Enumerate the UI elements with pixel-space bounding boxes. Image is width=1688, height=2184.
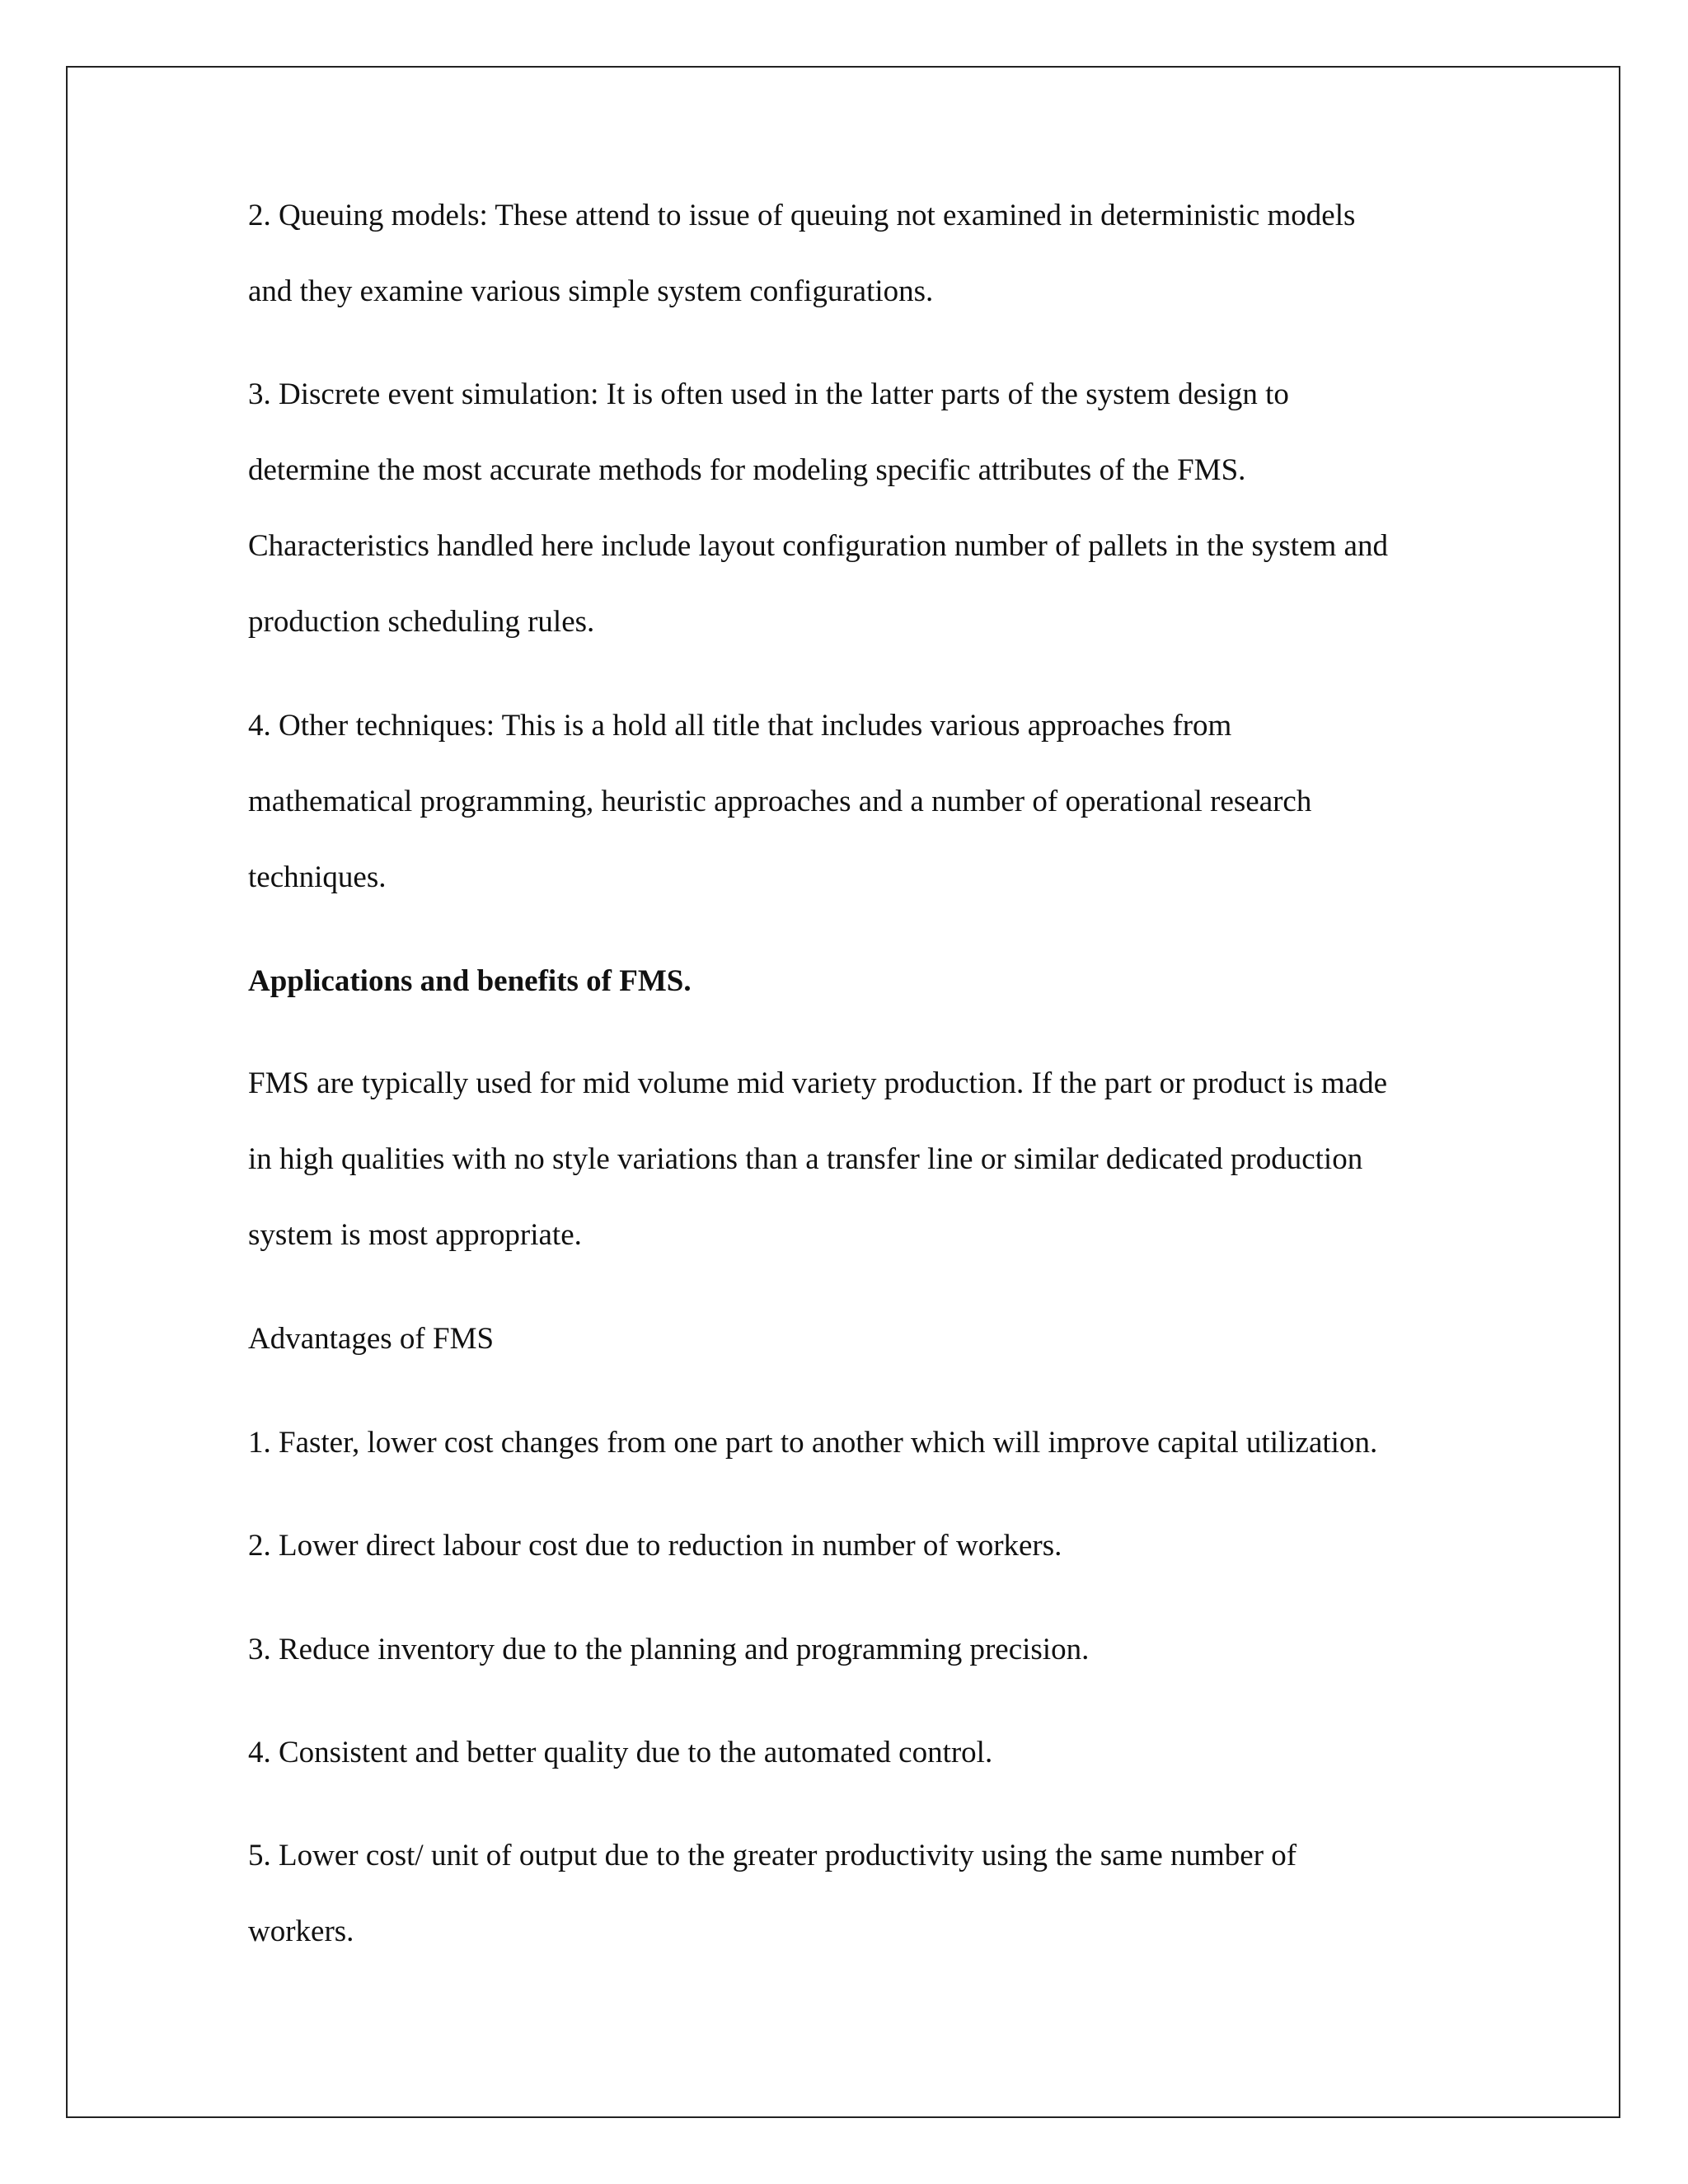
discrete-event-line-4: production scheduling rules. [248, 605, 595, 639]
advantage-item-5-line-2: workers. [248, 1915, 354, 1948]
fms-usage-line-2: in high qualities with no style variations than a transfer line or similar dedicated production [248, 1142, 1363, 1176]
other-techniques-line-1: 4. Other techniques: This is a hold all title that includes various approaches from [248, 709, 1232, 743]
advantage-item-4: 4. Consistent and better quality due to the automated control. [248, 1736, 993, 1769]
advantage-item-3: 3. Reduce inventory due to the planning and programming precision. [248, 1633, 1090, 1666]
discrete-event-line-1: 3. Discrete event simulation: It is often used in the latter parts of the system design to [248, 377, 1289, 411]
section-heading: Applications and benefits of FMS. [248, 964, 692, 998]
advantages-heading: Advantages of FMS [248, 1322, 495, 1356]
discrete-event-line-2: determine the most accurate methods for modeling specific attributes of the FMS. [248, 453, 1246, 487]
fms-usage-line-3: system is most appropriate. [248, 1218, 582, 1252]
advantage-item-1: 1. Faster, lower cost changes from one part to another which will improve capital utilization. [248, 1426, 1378, 1460]
advantage-item-5-line-1: 5. Lower cost/ unit of output due to the greater productivity using the same number of [248, 1839, 1297, 1872]
queuing-models-line-2: and they examine various simple system configurations. [248, 274, 934, 308]
queuing-models-line-1: 2. Queuing models: These attend to issue of queuing not examined in deterministic models [248, 199, 1356, 232]
discrete-event-line-3: Characteristics handled here include layout configuration number of pallets in the system and [248, 529, 1388, 563]
fms-usage-line-1: FMS are typically used for mid volume mid variety production. If the part or product is made [248, 1066, 1388, 1100]
advantage-item-2: 2. Lower direct labour cost due to reduction in number of workers. [248, 1529, 1062, 1563]
other-techniques-line-2: mathematical programming, heuristic approaches and a number of operational research [248, 785, 1312, 818]
other-techniques-line-3: techniques. [248, 860, 387, 894]
